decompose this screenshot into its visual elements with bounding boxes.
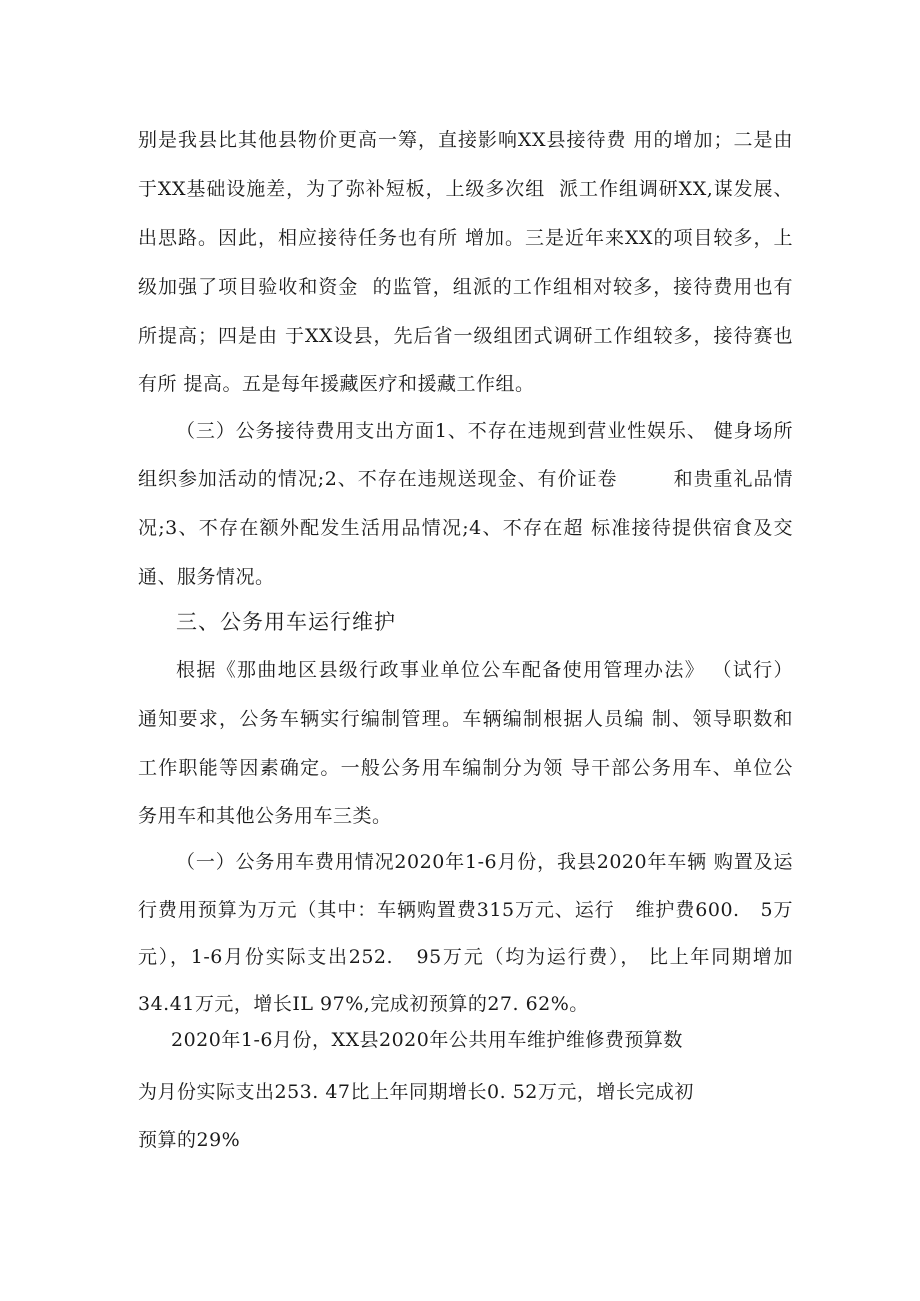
para5-line-2: 为月份实际支出253. 47比上年同期增长0. 52万元，增长完成初	[138, 1081, 694, 1103]
para3-line-1: 根据《那曲地区县级行政事业单位公车配备使用管理办法》 （试行）	[176, 659, 793, 681]
para1-line-5: 所提高；四是由 于XX设县，先后省一级组团式调研工作组较多，接待赛也	[138, 325, 793, 347]
para1-line-1: 别是我县比其他县物价更高一筹，直接影响XX县接待费 用的增加；二是由	[138, 129, 793, 151]
para3-line-4: 务用车和其他公务用车三类。	[138, 805, 392, 827]
para3-line-2: 通知要求，公务车辆实行编制管理。车辆编制根据人员编 制、领导职数和	[138, 708, 793, 730]
para4-line-2: 行费用预算为万元（其中：车辆购置费315万元、运行 维护费600. 5万	[138, 899, 793, 921]
para4-line-3: 元），1-6月份实际支出252. 95万元（均为运行费）， 比上年同期增加	[138, 946, 793, 968]
para1-line-3: 出思路。因此，相应接待任务也有所 增加。三是近年来XX的项目较多，上	[138, 227, 793, 249]
para4-line-1: （一）公务用车费用情况2020年1-6月份，我县2020年车辆 购置及运	[176, 851, 793, 873]
para2-line-2: 组织参加活动的情况;2、不存在违规送现金、有价证卷 和贵重礼品情	[138, 468, 793, 490]
para4-line-4: 34.41万元，增长IL 97%,完成初预算的27. 62%。	[138, 993, 589, 1015]
para2-line-4: 通、服务情况。	[138, 566, 275, 588]
para5-line-3: 预算的29%	[138, 1129, 241, 1151]
para2-line-3: 况;3、不存在额外配发生活用品情况;4、不存在超 标准接待提供宿食及交	[138, 517, 793, 539]
para1-line-4: 级加强了项目验收和资金 的监管，组派的工作组相对较多，接待费用也有	[138, 276, 793, 298]
para1-line-6: 有所 提高。五是每年援藏医疗和援藏工作组。	[138, 373, 535, 395]
section-heading: 三、公务用车运行维护	[176, 610, 396, 634]
para5-line-1: 2020年1-6月份，XX县2020年公共用车维护维修费预算数	[171, 1029, 683, 1051]
para1-line-2: 于XX基础设施差，为了弥补短板，上级多次组 派工作组调研XX,谋发展、	[138, 178, 793, 200]
para2-line-1: （三）公务接待费用支出方面1、不存在违规到营业性娱乐、 健身场所	[176, 420, 793, 442]
para3-line-3: 工作职能等因素确定。一般公务用车编制分为领 导干部公务用车、单位公	[138, 757, 793, 779]
